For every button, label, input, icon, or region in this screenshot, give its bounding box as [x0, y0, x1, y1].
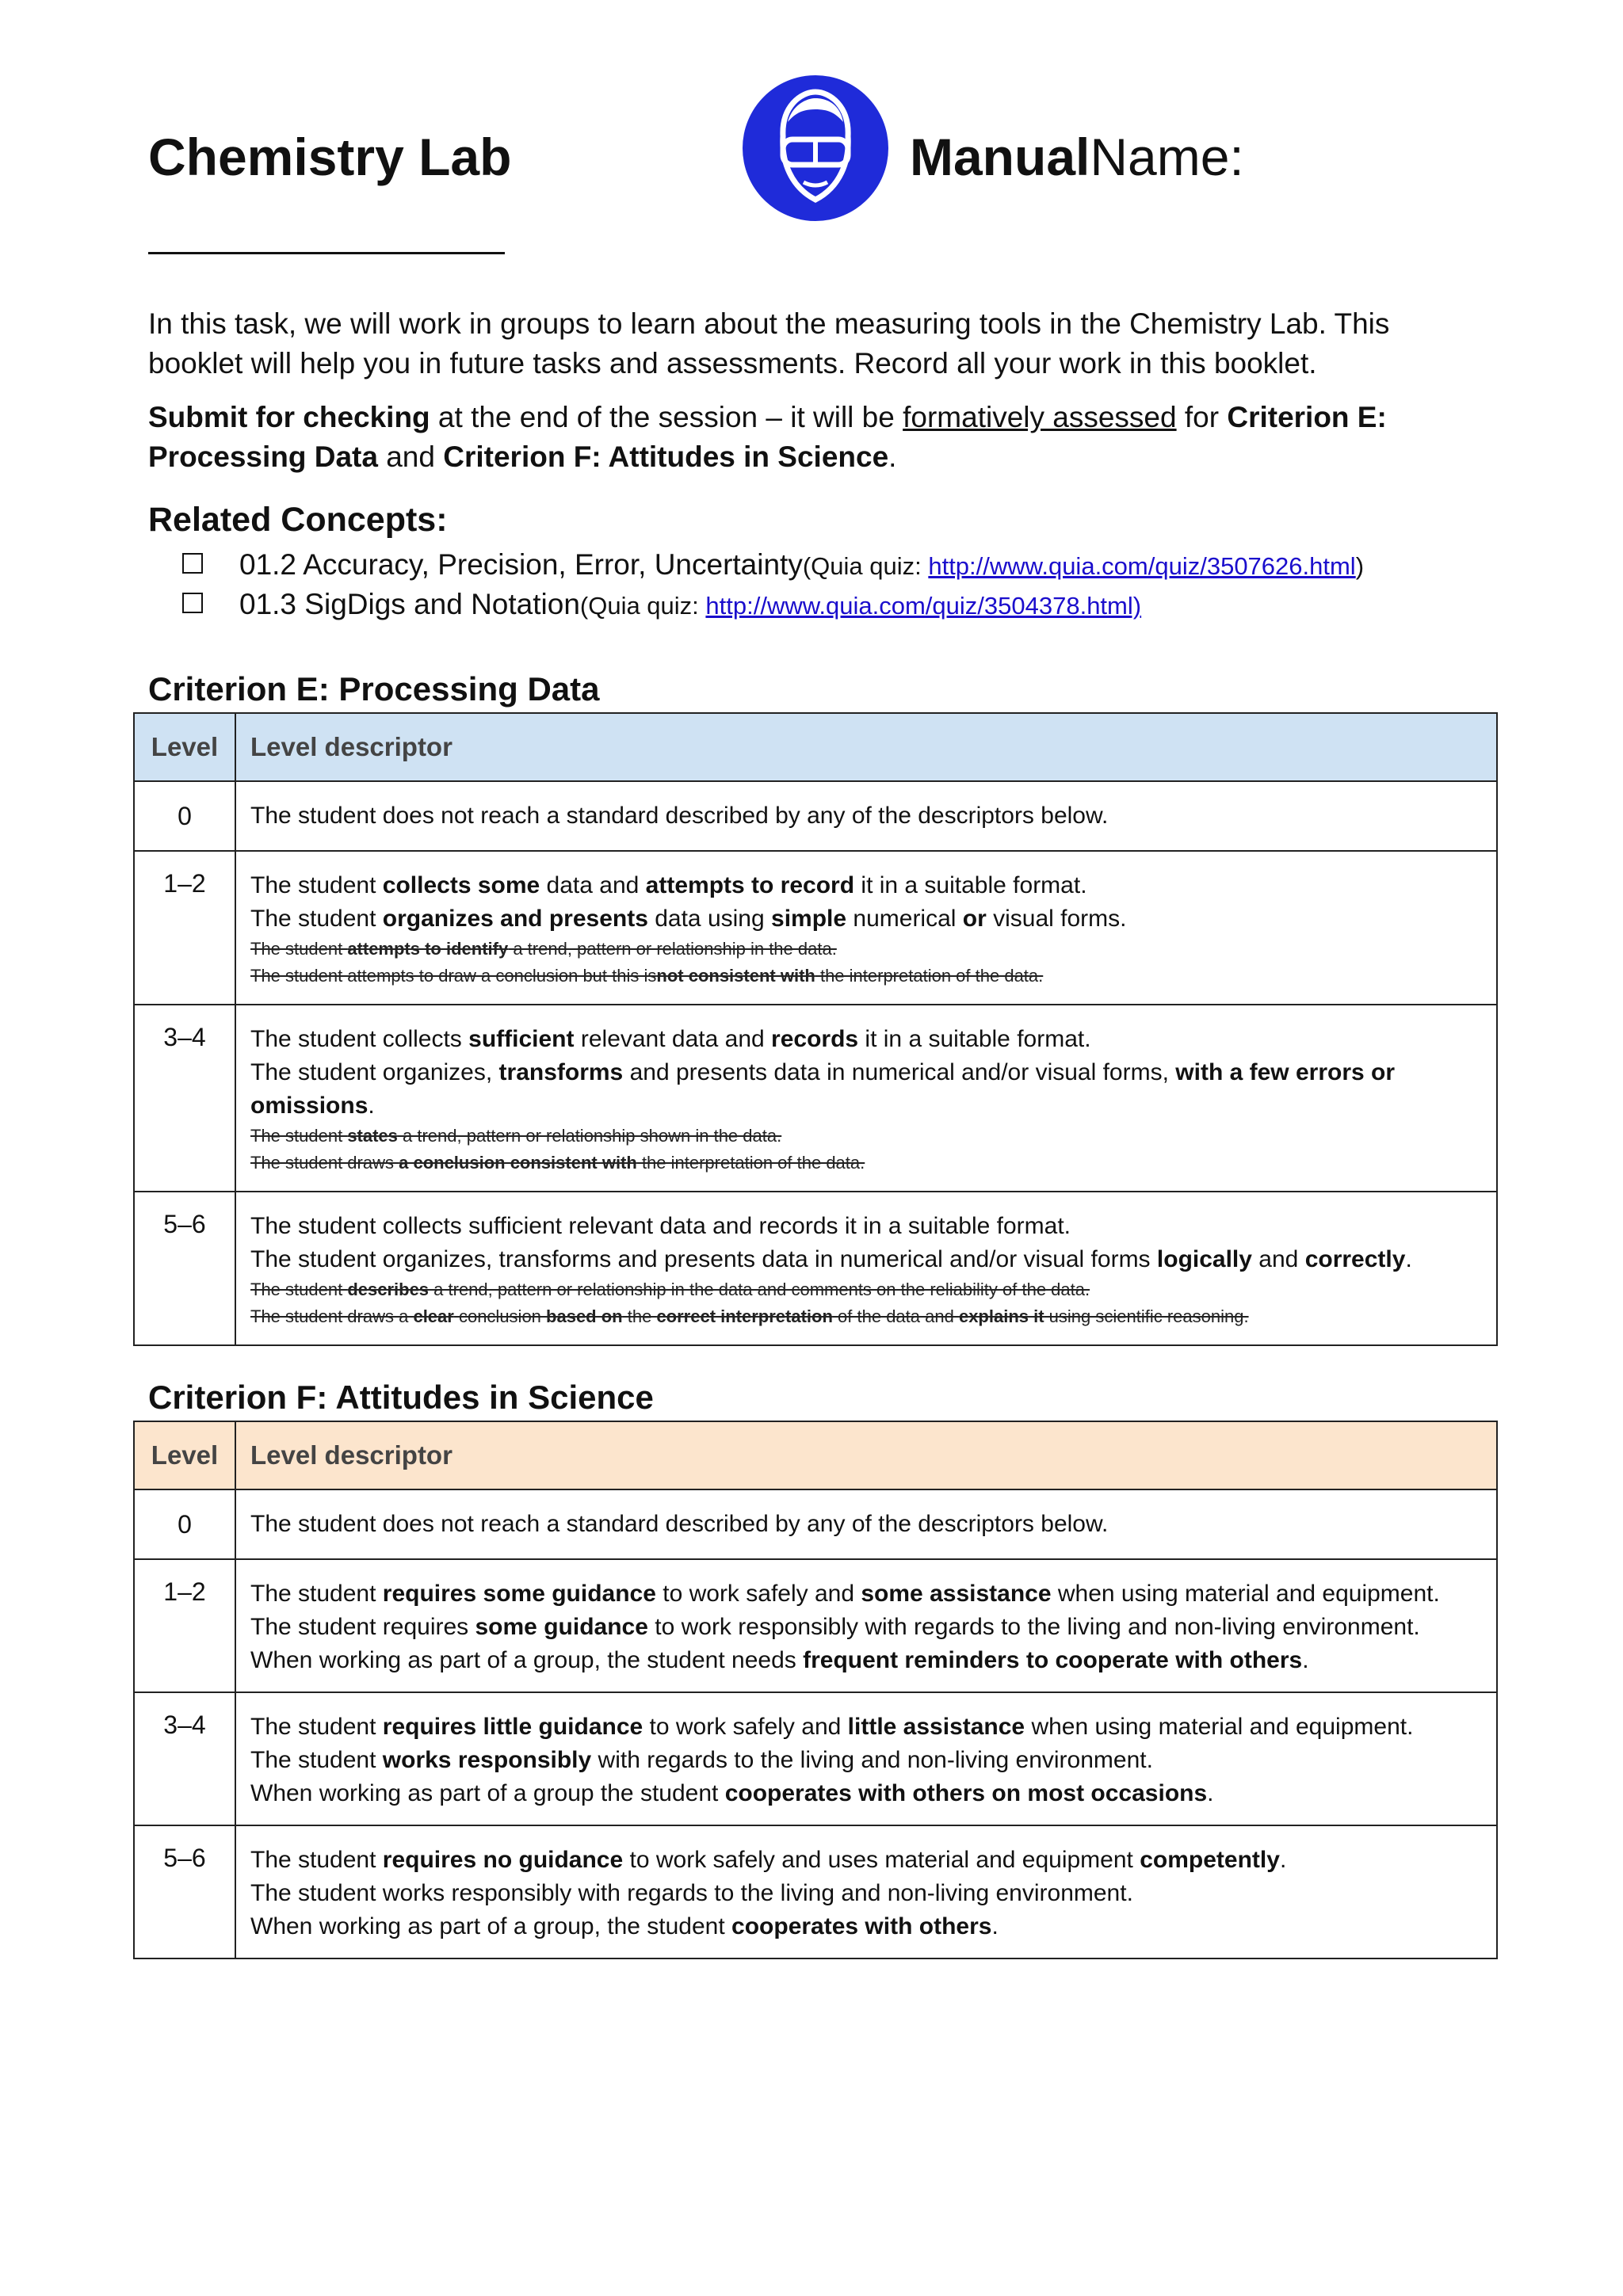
descriptor-line — [250, 869, 1485, 902]
descriptor-text: collects some — [382, 872, 540, 898]
descriptor-text: organizes and presents — [382, 906, 648, 932]
descriptor-cell: The student does not reach a standard described by any of the descriptors below. — [235, 1489, 1497, 1559]
criterion-e-table — [133, 712, 1498, 1346]
descriptor-text: a conclusion consistent with — [399, 1153, 637, 1173]
descriptor-text: requires some guidance — [382, 1581, 656, 1607]
table-header-row — [134, 713, 1497, 781]
descriptor-text: and presents data in numerical and/or visual forms, — [623, 1059, 1176, 1085]
descriptor-text: based on — [546, 1306, 623, 1326]
descriptor-line — [250, 1023, 1485, 1056]
table-header-row — [134, 1421, 1497, 1489]
descriptor-text: The student collects sufficient relevant data and records it in a suitable format. — [250, 1213, 1071, 1239]
descriptor-text: The student — [250, 1126, 348, 1146]
quiz-prefix: (Quia quiz: — [802, 552, 929, 580]
checkbox-icon[interactable] — [182, 553, 203, 574]
descriptor-text: a trend, pattern or relationship in the data. — [508, 939, 837, 959]
descriptor-cell — [235, 851, 1497, 1005]
descriptor-text: with regards to the living and non-living environment. — [591, 1747, 1153, 1773]
level-cell: 0 — [134, 781, 235, 851]
descriptor-text: The student organizes, transforms and presents data in numerical and/or visual forms — [250, 1246, 1157, 1272]
descriptor-line — [250, 1056, 1485, 1123]
descriptor-text: When working as part of a group the student — [250, 1780, 725, 1806]
descriptor-line — [250, 1844, 1485, 1877]
descriptor-text: of the data and — [832, 1306, 959, 1326]
descriptor-cell — [235, 1559, 1497, 1692]
descriptor-text: The student — [250, 1847, 383, 1873]
descriptor-text: attempts to record — [645, 872, 855, 898]
level-cell: 5–6 — [134, 1192, 235, 1345]
descriptor-text: correct interpretation — [656, 1306, 833, 1326]
table-row — [134, 1489, 1497, 1559]
col-level: Level — [134, 1421, 235, 1489]
level-cell: 1–2 — [134, 851, 235, 1005]
descriptor-text: it in a suitable format. — [854, 872, 1087, 898]
criterion-f-ref: Criterion F: Attitudes in Science — [443, 441, 889, 473]
level-cell: 5–6 — [134, 1825, 235, 1958]
level-cell: 3–4 — [134, 1005, 235, 1192]
descriptor-text: . — [991, 1913, 999, 1939]
descriptor-text: states — [347, 1126, 398, 1146]
concept-label: 01.3 SigDigs and Notation — [239, 588, 580, 620]
concept-label: 01.2 Accuracy, Precision, Error, Uncertainty — [239, 548, 803, 581]
descriptor-text: data using — [647, 906, 772, 932]
descriptor-text: to work safely and uses material and equipment — [623, 1847, 1140, 1873]
descriptor-text: When working as part of a group, the student — [250, 1913, 732, 1939]
descriptor-text: . — [1302, 1647, 1309, 1673]
descriptor-text: The student organizes, — [250, 1059, 499, 1085]
descriptor-cell — [235, 1192, 1497, 1345]
descriptor-text: The student attempts to draw a conclusion but this is — [250, 966, 657, 986]
descriptor-text: to work safely and — [655, 1581, 861, 1607]
descriptor-text: when using material and equipment. — [1051, 1581, 1440, 1607]
submit-bold: Submit for checking — [148, 401, 430, 433]
formative-underline: formatively assessed — [903, 401, 1177, 433]
level-cell: 3–4 — [134, 1692, 235, 1825]
quiz-link[interactable]: http://www.quia.com/quiz/3507626.html — [928, 552, 1356, 580]
quiz-prefix: (Quia quiz: — [579, 592, 706, 620]
descriptor-line — [250, 1577, 1485, 1611]
descriptor-text: The student — [250, 1747, 383, 1773]
manual-name-label — [910, 127, 1244, 187]
concept-item — [182, 548, 1364, 582]
descriptor-text: not consistent with — [656, 966, 815, 986]
criterion-f-table — [133, 1421, 1498, 1959]
descriptor-line — [250, 1150, 1485, 1177]
descriptor-text: numerical — [846, 906, 963, 932]
descriptor-text: . — [1279, 1847, 1287, 1873]
descriptor-text: the interpretation of the data. — [815, 966, 1044, 986]
page-title: Chemistry Lab — [148, 128, 512, 186]
descriptor-text: The student draws a — [250, 1306, 414, 1326]
descriptor-text: data and — [540, 872, 646, 898]
submit-and: and — [377, 441, 444, 473]
descriptor-text: The student — [250, 939, 348, 959]
submit-period: . — [888, 441, 897, 473]
descriptor-text: The student draws — [250, 1153, 399, 1173]
descriptor-line — [250, 1777, 1485, 1810]
descriptor-text: attempts to identify — [347, 939, 509, 959]
descriptor-text: The student — [250, 1714, 383, 1740]
descriptor-text: using scientific reasoning. — [1044, 1306, 1249, 1326]
descriptor-line — [250, 1644, 1485, 1677]
table-row — [134, 1559, 1497, 1692]
descriptor-text: The student — [250, 1280, 348, 1299]
manual-word: Manual — [910, 128, 1090, 186]
name-label: Name: — [1090, 128, 1244, 186]
descriptor-line — [250, 902, 1485, 936]
descriptor-text: to work safely and — [643, 1714, 848, 1740]
descriptor-text: some guidance — [475, 1614, 648, 1640]
descriptor-text: sufficient — [468, 1026, 575, 1052]
intro-paragraph: In this task, we will work in groups to learn about the measuring tools in the Chemistry Lab. This booklet will help you in future tasks and assessments. Record all your work in this booklet. — [148, 307, 1390, 379]
descriptor-text: The student collects — [250, 1026, 469, 1052]
descriptor-line — [250, 1744, 1485, 1777]
quiz-suffix: ) — [1355, 552, 1365, 580]
descriptor-text: little assistance — [847, 1714, 1025, 1740]
descriptor-text: a trend, pattern or relationship shown in the data. — [397, 1126, 782, 1146]
descriptor-text: or — [962, 906, 987, 932]
table-row — [134, 851, 1497, 1005]
descriptor-text: conclusion — [453, 1306, 547, 1326]
submit-paragraph — [148, 398, 1480, 477]
quiz-link[interactable]: http://www.quia.com/quiz/3504378.html) — [705, 592, 1142, 620]
descriptor-text: When working as part of a group, the student needs — [250, 1647, 804, 1673]
descriptor-text: correctly — [1304, 1246, 1406, 1272]
descriptor-text: logically — [1156, 1246, 1252, 1272]
name-blank-line[interactable] — [148, 252, 505, 254]
descriptor-line — [250, 1276, 1485, 1303]
related-concepts-heading: Related Concepts: — [148, 501, 448, 539]
descriptor-text: competently — [1140, 1847, 1280, 1873]
descriptor-line — [250, 963, 1485, 990]
col-descriptor: Level descriptor — [235, 1421, 1497, 1489]
descriptor-text: The student — [250, 872, 383, 898]
descriptor-text: some assistance — [861, 1581, 1052, 1607]
table-row — [134, 1192, 1497, 1345]
col-descriptor: Level descriptor — [235, 713, 1497, 781]
descriptor-line — [250, 1910, 1485, 1943]
descriptor-text: . — [1207, 1780, 1214, 1806]
descriptor-text: explains it — [958, 1306, 1044, 1326]
descriptor-text: it in a suitable format. — [858, 1026, 1091, 1052]
descriptor-text: cooperates with others on most occasions — [724, 1780, 1208, 1806]
descriptor-text: relevant data and — [574, 1026, 772, 1052]
descriptor-line — [250, 1711, 1485, 1744]
descriptor-text: and — [1251, 1246, 1305, 1272]
table-row — [134, 781, 1497, 851]
descriptor-text: The student — [250, 1581, 383, 1607]
criterion-f-heading: Criterion F: Attitudes in Science — [148, 1379, 654, 1416]
descriptor-text: requires little guidance — [382, 1714, 643, 1740]
descriptor-text: . — [1405, 1246, 1412, 1272]
descriptor-text: the interpretation of the data. — [636, 1153, 865, 1173]
descriptor-line — [250, 936, 1485, 963]
descriptor-text: the — [622, 1306, 657, 1326]
descriptor-text: when using material and equipment. — [1025, 1714, 1414, 1740]
safety-goggles-icon — [742, 74, 889, 222]
descriptor-text: transforms — [498, 1059, 624, 1085]
descriptor-text: requires no guidance — [382, 1847, 624, 1873]
descriptor-line — [250, 1303, 1485, 1330]
table-row — [134, 1692, 1497, 1825]
descriptor-cell — [235, 1825, 1497, 1958]
checkbox-icon[interactable] — [182, 593, 203, 613]
descriptor-text: visual forms. — [986, 906, 1127, 932]
descriptor-line — [250, 1123, 1485, 1150]
descriptor-text: clear — [413, 1306, 454, 1326]
submit-for: for — [1176, 401, 1228, 433]
submit-mid: at the end of the session – it will be — [430, 401, 903, 433]
descriptor-text: cooperates with others — [731, 1913, 992, 1939]
level-cell: 0 — [134, 1489, 235, 1559]
descriptor-text: to work responsibly with regards to the living and non-living environment. — [647, 1614, 1420, 1640]
col-level: Level — [134, 713, 235, 781]
descriptor-line — [250, 1611, 1485, 1644]
concept-item — [182, 588, 1141, 621]
descriptor-text: The student works responsibly with regards to the living and non-living environment. — [250, 1880, 1133, 1906]
descriptor-text: frequent reminders to cooperate with others — [803, 1647, 1303, 1673]
descriptor-text: works responsibly — [382, 1747, 592, 1773]
descriptor-cell — [235, 1005, 1497, 1192]
table-row — [134, 1825, 1497, 1958]
criterion-e-heading: Criterion E: Processing Data — [148, 670, 600, 707]
table-row — [134, 1005, 1497, 1192]
descriptor-text: . — [368, 1093, 375, 1119]
descriptor-text: simple — [771, 906, 847, 932]
descriptor-text: describes — [347, 1280, 430, 1299]
level-cell: 1–2 — [134, 1559, 235, 1692]
descriptor-text: The student requires — [250, 1614, 475, 1640]
descriptor-cell — [235, 1692, 1497, 1825]
descriptor-text: records — [771, 1026, 859, 1052]
descriptor-text: The student — [250, 906, 383, 932]
descriptor-line — [250, 1243, 1485, 1276]
descriptor-text: with a few errors or omissions — [250, 1059, 1396, 1119]
descriptor-cell: The student does not reach a standard described by any of the descriptors below. — [235, 781, 1497, 851]
criterion-e-ref: Criterion E: Processing Data — [148, 401, 1387, 473]
descriptor-text: a trend, pattern or relationship in the data and comments on the reliability of the data. — [429, 1280, 1090, 1299]
